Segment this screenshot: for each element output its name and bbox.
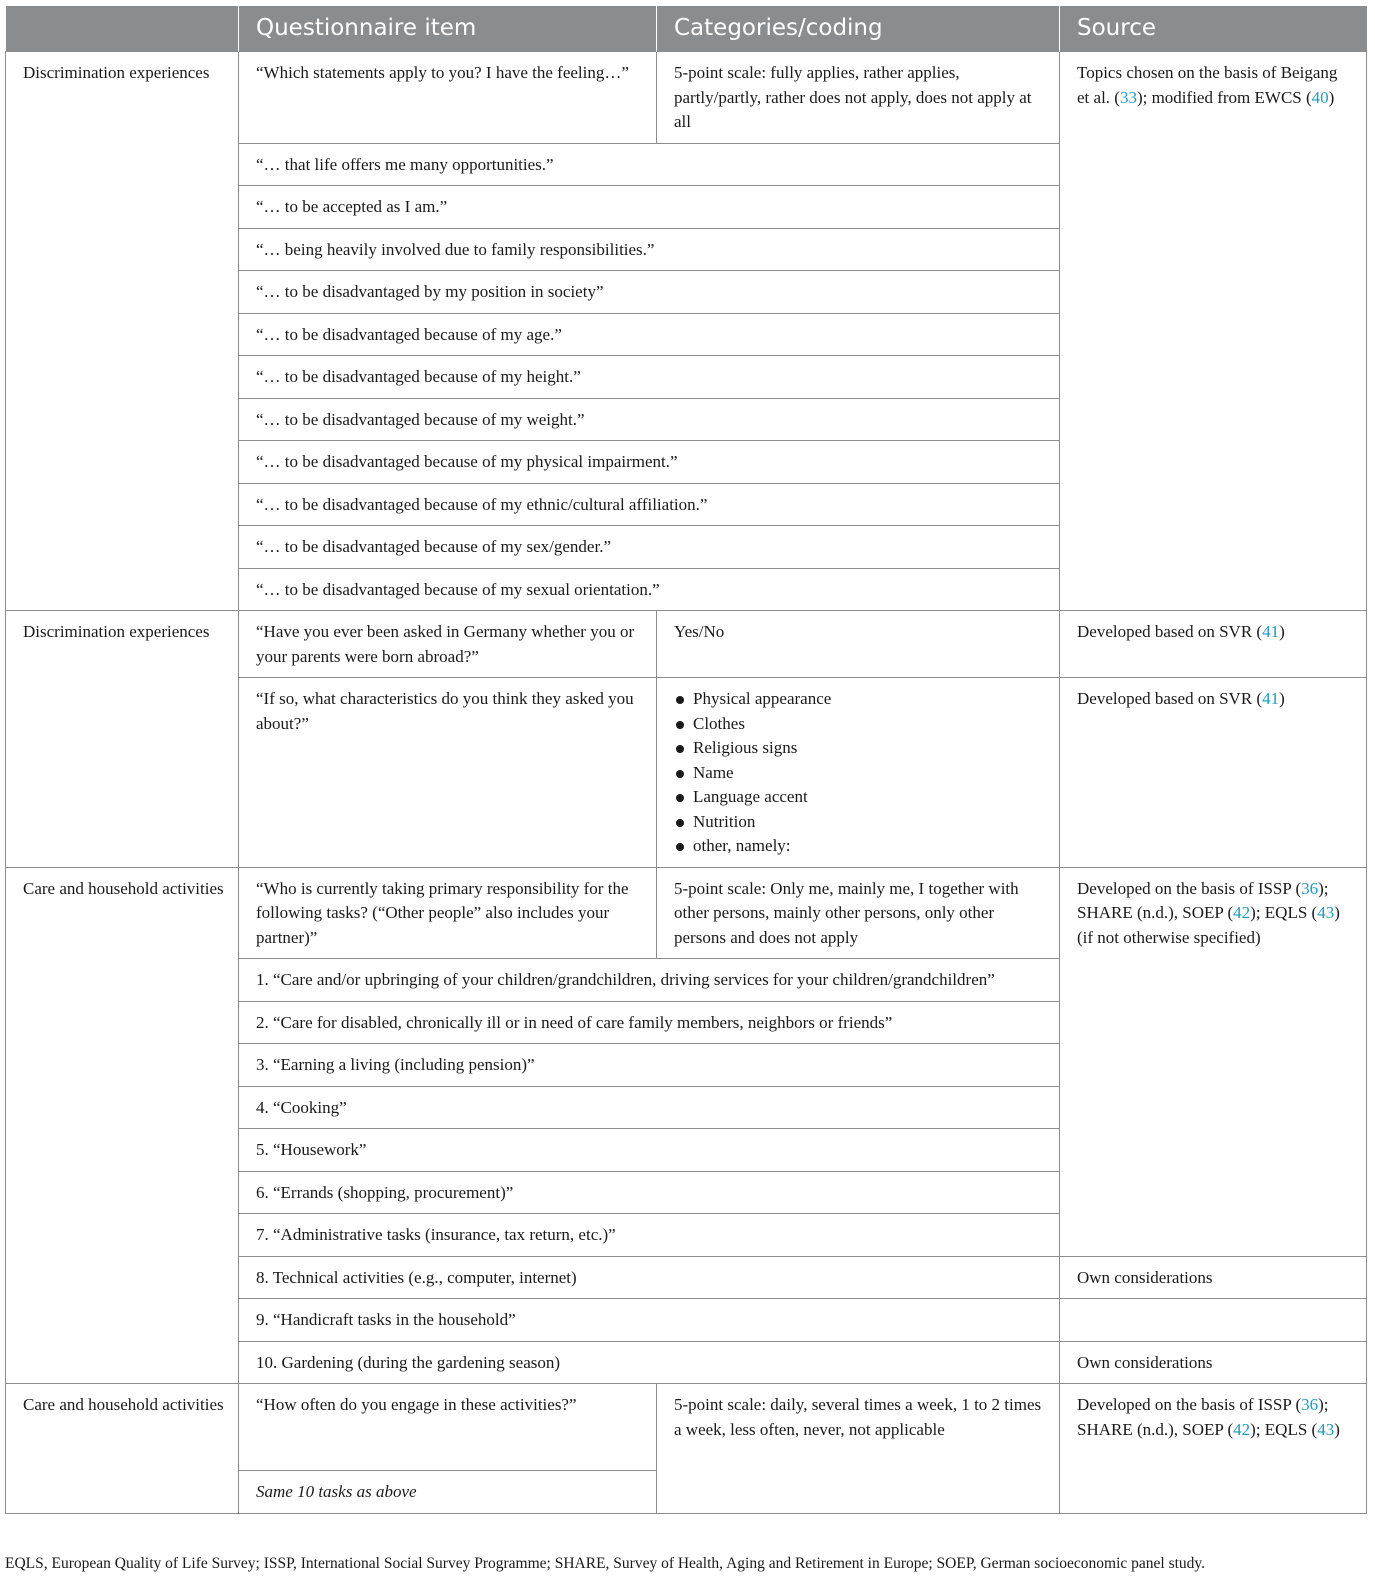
characteristics-list (674, 687, 1045, 859)
source-text: ); SHARE (n.d.), SOEP ( (1077, 878, 1329, 922)
list-item: Name (674, 761, 1045, 786)
source-text: Developed based on SVR ( (1077, 689, 1263, 708)
citation-link[interactable]: 42 (1233, 1419, 1251, 1439)
statement-cell: “… to be disadvantaged because of my weight.” (239, 398, 1060, 441)
source-text: Developed based on SVR ( (1077, 622, 1263, 641)
statement-cell: “… to be disadvantaged because of my height.” (239, 356, 1060, 399)
table-header-row (6, 6, 1367, 52)
questionnaire-table (5, 6, 1367, 1514)
coding-cell (657, 678, 1060, 868)
source-cell: Own considerations (1060, 1256, 1367, 1299)
task-cell: 3. “Earning a living (including pension)” (239, 1044, 1060, 1087)
citation-link[interactable]: 36 (1301, 1395, 1319, 1414)
task-cell: 10. Gardening (during the gardening season) (239, 1341, 1060, 1384)
source-cell (1060, 611, 1367, 678)
source-text: Developed on the basis of ISSP ( (1077, 1395, 1302, 1414)
topic-cell: Care and household activities (6, 1384, 239, 1514)
coding-cell: 5-point scale: fully applies, rather applies, partly/partly, rather does not apply, does not apply at all (657, 52, 1060, 144)
citation-link[interactable]: 41 (1262, 689, 1280, 708)
task-cell: 7. “Administrative tasks (insurance, tax return, etc.)” (239, 1214, 1060, 1257)
source-text: ); modified from EWCS ( (1136, 87, 1312, 107)
topic-cell: Care and household activities (6, 867, 239, 1384)
source-text: ); EQLS ( (1250, 1419, 1318, 1439)
header-categories-coding: Categories/coding (657, 6, 1060, 52)
table-row (6, 52, 1367, 144)
source-text: Topics chosen on the basis of Beigang et al. ( (1077, 63, 1338, 107)
source-text: ); EQLS ( (1250, 903, 1318, 922)
source-text: ) (1279, 622, 1285, 641)
statement-cell: “… to be accepted as I am.” (239, 186, 1060, 229)
citation-link[interactable]: 41 (1262, 622, 1280, 641)
statement-cell: “… to be disadvantaged because of my ethnic/cultural affiliation.” (239, 483, 1060, 526)
list-item: Language accent (674, 785, 1045, 810)
question-cell: “How often do you engage in these activities?” (239, 1384, 657, 1471)
task-cell: 1. “Care and/or upbringing of your children/grandchildren, driving services for your children/grandchildren” (239, 959, 1060, 1002)
list-item: other, namely: (674, 834, 1045, 859)
citation-link[interactable]: 42 (1233, 903, 1251, 922)
source-text: ) (1334, 1419, 1340, 1439)
task-cell: 8. Technical activities (e.g., computer, internet) (239, 1256, 1060, 1299)
statement-cell: “… to be disadvantaged because of my sexual orientation.” (239, 568, 1060, 611)
statement-cell: “… to be disadvantaged because of my physical impairment.” (239, 441, 1060, 484)
header-source: Source (1060, 6, 1367, 52)
source-cell (1060, 678, 1367, 868)
source-text: ); SHARE (n.d.), SOEP ( (1077, 1395, 1329, 1439)
list-item: Religious signs (674, 736, 1045, 761)
citation-link[interactable]: 43 (1317, 903, 1335, 922)
header-questionnaire-item: Questionnaire item (239, 6, 657, 52)
source-text: ) (1328, 87, 1335, 107)
question-cell: “Who is currently taking primary responsibility for the following tasks? (“Other people” also includes your partner)” (239, 867, 657, 959)
citation-link[interactable]: 33 (1119, 87, 1137, 107)
list-item: Physical appearance (674, 687, 1045, 712)
table-row (6, 611, 1367, 678)
task-cell: 9. “Handicraft tasks in the household” (239, 1299, 1060, 1342)
table-footnote: EQLS, European Quality of Life Survey; ISSP, International Social Survey Programme; SHARE, Survey of Health, Aging and Retirement in Europe; SOEP, German socioeconomic panel study. (5, 1555, 1206, 1572)
source-cell (1060, 867, 1367, 1256)
source-text: Developed on the basis of ISSP ( (1077, 878, 1302, 898)
source-cell (1060, 1384, 1367, 1514)
statement-cell: “… that life offers me many opportunities.” (239, 143, 1060, 186)
source-cell: Own considerations (1060, 1341, 1367, 1384)
citation-link[interactable]: 40 (1311, 87, 1329, 107)
task-cell: 6. “Errands (shopping, procurement)” (239, 1171, 1060, 1214)
table-row (6, 1384, 1367, 1471)
citation-link[interactable]: 36 (1301, 878, 1319, 898)
coding-cell: Yes/No (657, 611, 1060, 678)
statement-cell: “… to be disadvantaged by my position in society” (239, 271, 1060, 314)
topic-cell: Discrimination experiences (6, 52, 239, 611)
citation-link[interactable]: 43 (1317, 1419, 1335, 1439)
question-cell: “If so, what characteristics do you think they asked you about?” (239, 678, 657, 868)
coding-cell: 5-point scale: Only me, mainly me, I together with other persons, mainly other persons, only other persons and does not apply (657, 867, 1060, 959)
coding-cell: 5-point scale: daily, several times a week, 1 to 2 times a week, less often, never, not applicable (657, 1384, 1060, 1514)
topic-cell: Discrimination experiences (6, 611, 239, 868)
list-item: Nutrition (674, 810, 1045, 835)
source-cell (1060, 52, 1367, 611)
task-cell: 5. “Housework” (239, 1129, 1060, 1172)
task-cell: 2. “Care for disabled, chronically ill or in need of care family members, neighbors or friends” (239, 1001, 1060, 1044)
source-text: ) (if not otherwise specified) (1077, 903, 1340, 947)
source-cell-empty (1060, 1299, 1367, 1342)
table-row (6, 867, 1367, 959)
question-cell: “Which statements apply to you? I have the feeling…” (239, 52, 657, 144)
note-cell: Same 10 tasks as above (239, 1471, 657, 1514)
task-cell: 4. “Cooking” (239, 1086, 1060, 1129)
question-cell: “Have you ever been asked in Germany whether you or your parents were born abroad?” (239, 611, 657, 678)
statement-cell: “… being heavily involved due to family responsibilities.” (239, 228, 1060, 271)
source-text: ) (1279, 689, 1285, 708)
list-item: Clothes (674, 712, 1045, 737)
statement-cell: “… to be disadvantaged because of my sex/gender.” (239, 526, 1060, 569)
statement-cell: “… to be disadvantaged because of my age.” (239, 313, 1060, 356)
header-topic (6, 6, 239, 52)
